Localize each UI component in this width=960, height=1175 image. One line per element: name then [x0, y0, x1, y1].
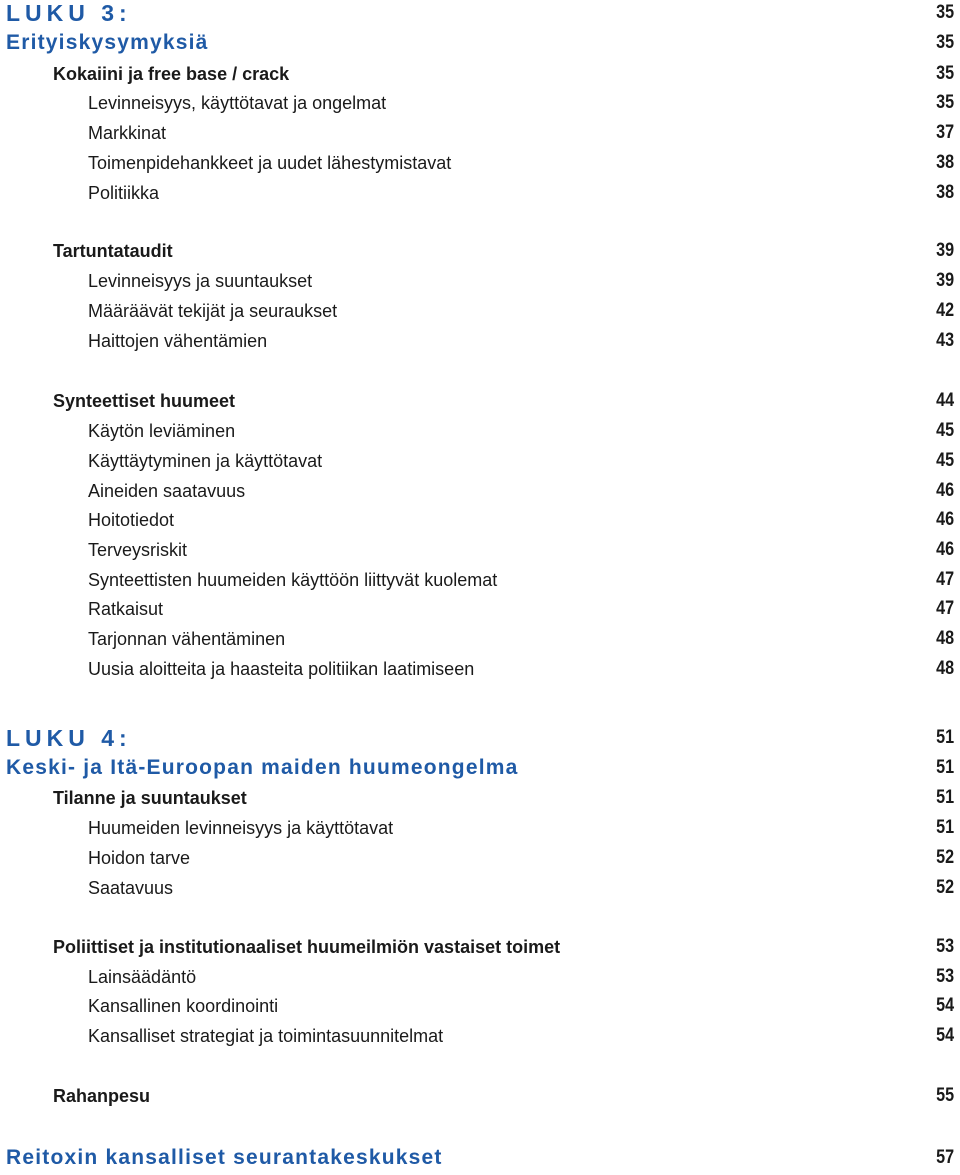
toc-page-number: 46 [936, 509, 954, 530]
toc-page-number: 45 [936, 420, 954, 441]
toc-page-number: 47 [936, 569, 954, 590]
toc-entry-title: Tilanne ja suuntaukset [53, 788, 247, 808]
toc-item-markkinat[interactable] [0, 118, 960, 148]
toc-entry-title: Käytön leviäminen [88, 421, 236, 441]
toc-entry-title: Poliittiset ja institutionaaliset huumeilmiön vastaiset toimet [53, 937, 561, 957]
toc-page-number: 51 [936, 757, 954, 778]
toc-section-rahanpesu[interactable] [0, 1081, 960, 1111]
toc-entry-title: Uusia aloitteita ja haasteita politiikan laatimiseen [88, 659, 475, 679]
toc-item-hoitotiedot[interactable] [0, 505, 960, 535]
toc-page-number: 47 [936, 598, 954, 619]
toc-entry-title: Kansallinen koordinointi [88, 996, 279, 1016]
toc-page-number: 39 [936, 270, 954, 291]
toc-page-number: 48 [936, 628, 954, 649]
toc-section-kokaiini-ja-free-base-crack[interactable] [0, 59, 960, 89]
toc-page-number: 51 [936, 727, 954, 748]
toc-page-number: 51 [936, 817, 954, 838]
toc-page-number: 46 [936, 539, 954, 560]
toc-section-tilanne-ja-suuntaukset[interactable] [0, 783, 960, 813]
toc-page-number: 55 [936, 1085, 954, 1106]
toc-page-number: 52 [936, 847, 954, 868]
toc-entry-title: Saatavuus [88, 878, 174, 898]
toc-item-ratkaisut[interactable] [0, 594, 960, 624]
toc-page-number: 45 [936, 450, 954, 471]
toc-entry-title: Synteettisten huumeiden käyttöön liittyvät kuolemat [88, 570, 498, 590]
toc-entry-title: Hoidon tarve [88, 848, 191, 868]
toc-entry-title: Määräävät tekijät ja seuraukset [88, 301, 338, 321]
toc-entry-title: Reitoxin kansalliset seurantakeskukset [6, 1146, 443, 1169]
toc-item-synteettisten-huumeiden-kayttoon-liittyv[interactable] [0, 565, 960, 595]
toc-entry-title: Käyttäytyminen ja käyttötavat [88, 451, 323, 471]
toc-item-hoidon-tarve[interactable] [0, 843, 960, 873]
toc-item-lainsaadanto[interactable] [0, 962, 960, 992]
toc-entry-title: Synteettiset huumeet [53, 391, 236, 411]
toc-entry-title: Rahanpesu [53, 1086, 151, 1106]
toc-item-terveysriskit[interactable] [0, 535, 960, 565]
toc-page-number: 35 [936, 92, 954, 113]
toc-entry-title: Kokaiini ja free base / crack [53, 64, 290, 84]
toc-page-number: 53 [936, 966, 954, 987]
toc-page-number: 35 [936, 2, 954, 23]
toc-item-maaraavat-tekijat-ja-seuraukset[interactable] [0, 296, 960, 326]
toc-chapter-title-keski-ja-ita-euroopan-maiden-huumeongelm[interactable] [0, 753, 960, 783]
toc-chapter-luku-4[interactable] [0, 723, 960, 753]
toc-entry-title: Hoitotiedot [88, 510, 175, 530]
toc-entry-title: Kansalliset strategiat ja toimintasuunnitelmat [88, 1026, 444, 1046]
toc-item-tarjonnan-vahentaminen[interactable] [0, 624, 960, 654]
toc-item-kansallinen-koordinointi[interactable] [0, 991, 960, 1021]
toc-entry-title: Haittojen vähentämien [88, 331, 268, 351]
toc-page-number: 54 [936, 995, 954, 1016]
toc-page-number: 39 [936, 240, 954, 261]
toc-page-number: 53 [936, 936, 954, 957]
toc-item-kayttaytyminen-ja-kayttotavat[interactable] [0, 446, 960, 476]
toc-item-kansalliset-strategiat-ja-toimintasuunni[interactable] [0, 1021, 960, 1051]
toc-section-synteettiset-huumeet[interactable] [0, 386, 960, 416]
toc-page-number: 38 [936, 182, 954, 203]
toc-page-number: 52 [936, 877, 954, 898]
toc-entry-title: Politiikka [88, 183, 160, 203]
toc-chapter-title-erityiskysymyksia[interactable] [0, 28, 960, 58]
toc-page-number: 43 [936, 330, 954, 351]
toc-item-levinneisyys-ja-suuntaukset[interactable] [0, 266, 960, 296]
toc-page-number: 35 [936, 32, 954, 53]
toc-page-number: 42 [936, 300, 954, 321]
toc-entry-title: LUKU 4: [6, 725, 132, 751]
toc-entry-title: Terveysriskit [88, 540, 188, 560]
toc-page-number: 38 [936, 152, 954, 173]
toc-entry-title: Erityiskysymyksiä [6, 31, 209, 54]
toc-item-toimenpidehankkeet-ja-uudet-lahestymista[interactable] [0, 148, 960, 178]
toc-chapter-title-reitoxin-kansalliset-seurantakeskukset[interactable] [0, 1143, 960, 1173]
toc-item-politiikka[interactable] [0, 178, 960, 208]
toc-item-saatavuus[interactable] [0, 873, 960, 903]
toc-page-number: 35 [936, 63, 954, 84]
toc-item-aineiden-saatavuus[interactable] [0, 476, 960, 506]
toc-page-number: 37 [936, 122, 954, 143]
toc-entry-title: Tartuntataudit [53, 241, 173, 261]
toc-page-number: 44 [936, 390, 954, 411]
toc-item-uusia-aloitteita-ja-haasteita-politiikan[interactable] [0, 654, 960, 684]
toc-entry-title: Toimenpidehankkeet ja uudet lähestymistavat [88, 153, 452, 173]
toc-item-haittojen-vahentamien[interactable] [0, 326, 960, 356]
toc-section-poliittiset-ja-institutionaaliset-huumei[interactable] [0, 932, 960, 962]
toc-item-kayton-leviaminen[interactable] [0, 416, 960, 446]
toc-entry-title: Lainsäädäntö [88, 967, 197, 987]
toc-entry-title: Ratkaisut [88, 599, 164, 619]
toc-entry-title: Levinneisyys, käyttötavat ja ongelmat [88, 93, 387, 113]
toc-item-huumeiden-levinneisyys-ja-kayttotavat[interactable] [0, 813, 960, 843]
toc-page-number: 54 [936, 1025, 954, 1046]
toc-page-number: 46 [936, 480, 954, 501]
toc-entry-title: Levinneisyys ja suuntaukset [88, 271, 313, 291]
toc-page-number: 57 [936, 1147, 954, 1168]
toc-entry-title: Huumeiden levinneisyys ja käyttötavat [88, 818, 394, 838]
toc-entry-title: Markkinat [88, 123, 167, 143]
toc-page-number: 48 [936, 658, 954, 679]
toc-page-number: 51 [936, 787, 954, 808]
toc-section-tartuntataudit[interactable] [0, 236, 960, 266]
toc-entry-title: Aineiden saatavuus [88, 481, 246, 501]
toc-entry-title: LUKU 3: [6, 0, 132, 26]
toc-entry-title: Tarjonnan vähentäminen [88, 629, 286, 649]
toc-entry-title: Keski- ja Itä-Euroopan maiden huumeongelma [6, 756, 519, 779]
toc-item-levinneisyys-kayttotavat-ja-ongelmat[interactable] [0, 88, 960, 118]
toc-chapter-luku-3[interactable] [0, 0, 960, 28]
